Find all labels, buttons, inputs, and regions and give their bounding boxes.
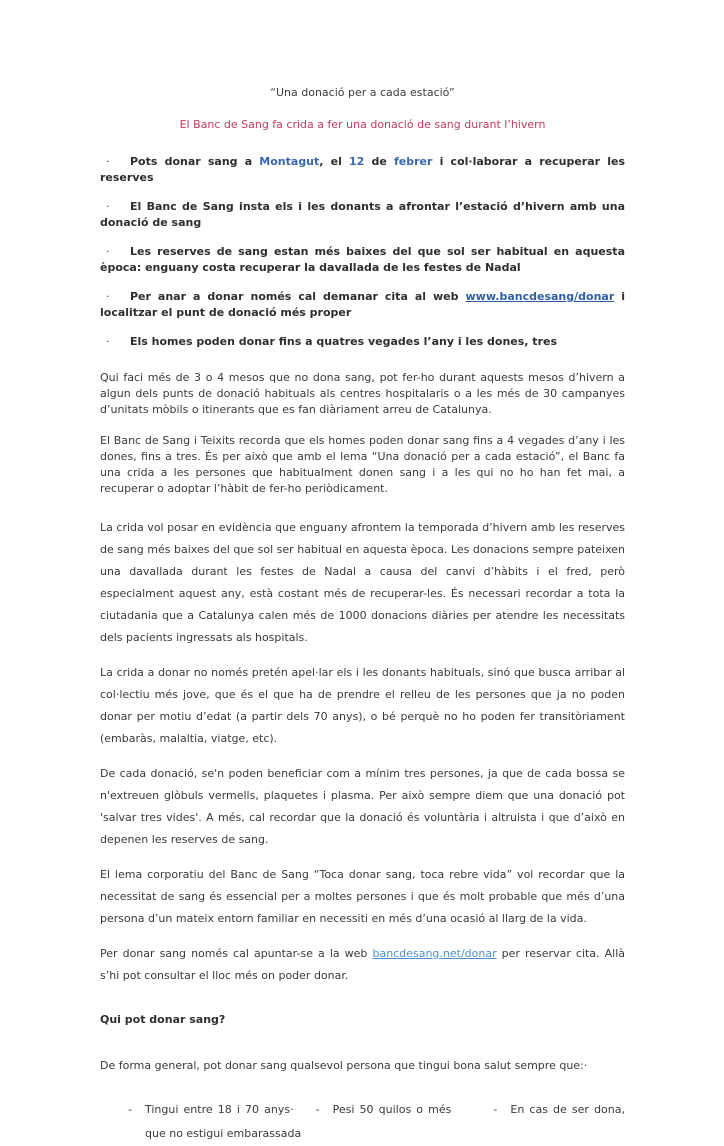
paragraph-campaign-lema: El Banc de Sang i Teixits recorda que els homes poden donar sang fins a 4 vegades d’any i les dones, fins a tres. És per això que amb el lema “Una donació per a cada estació”, el Banc fa una crida a les persones que habitualment donen sang i a les qui no ho han fet mai, a recuperar o adoptar l’hàbit de fer-ho periòdicament. — [100, 434, 625, 495]
document-title: “Una donació per a cada estació” — [270, 86, 455, 99]
text-run: i col·laborar a recuperar les reserves — [100, 155, 626, 184]
section-heading-who-can-donate: Qui pot donar sang? — [100, 1013, 226, 1026]
criteria-list — [100, 1098, 625, 1146]
document-subtitle: El Banc de Sang fa crida a fer una donació de sang durant l’hivern — [179, 118, 546, 131]
paragraph-donation-benefits: De cada donació, se'n poden beneficiar com a mínim tres persones, ja que de cada bossa se n'extreuen glòbuls vermells, plaquetes i plasma. Per això sempre diem que una donació pot 'salvar tres vides'. A més, cal recordar que la donació és voluntària i altruista i que d’això en depenen les reserves de sang. — [100, 767, 625, 846]
highlight-day: 12 — [349, 155, 365, 168]
bullet-text — [100, 155, 625, 184]
bullet-text — [100, 290, 625, 319]
list-dash: - — [493, 1103, 498, 1116]
paragraph-reserves-situation: La crida vol posar en evidència que enguany afrontem la temporada d’hivern amb les reserves de sang més baixes del que sol ser habitual en aquesta època. Les donacions sempre pateixen una davallada durant les festes de Nadal a causa del canvi d’hàbits i el fred, però especialment aquest any, està costant més de recuperar-les. És necessari recordar a tota la ciutadania que a Catalunya calen més de 1000 donacions diàries per atendre les necessitats dels pacients ingressats als hospitals. — [100, 521, 625, 644]
bullet-marker: · — [106, 155, 110, 168]
list-dash: - — [315, 1103, 320, 1116]
bullet-item-winter-donation — [100, 199, 625, 231]
bullet-marker: · — [106, 245, 110, 258]
text-run: per reservar cita. Allà s’hi pot consultar el lloc més on poder donar. — [100, 947, 625, 982]
bullet-item-donate-montagut — [100, 154, 625, 186]
text-run: i localitzar el punt de donació més proper — [100, 290, 625, 319]
inline-link[interactable]: www.bancdesang/donar — [465, 290, 615, 303]
bullet-marker: · — [106, 335, 110, 348]
text-run: Pots donar sang a — [130, 155, 260, 168]
criterion-age: Tingui entre 18 i 70 anys· — [145, 1103, 294, 1116]
text-run: Per donar sang només cal apuntar-se a la web — [100, 947, 373, 960]
paragraph-donation-points: Qui faci més de 3 o 4 mesos que no dona sang, pot fer-ho durant aquests mesos d’hivern a algun dels punts de donació habituals als centres hospitalaris o a les més de 30 campanyes d’unitats mòbils o itinerants que es fan diàriament arreu de Catalunya. — [100, 371, 625, 416]
highlight-month: febrer — [394, 155, 433, 168]
bullet-marker: · — [106, 200, 110, 213]
highlight-location: Montagut — [259, 155, 320, 168]
bullet-text: El Banc de Sang insta els i les donants a afrontar l’estació d’hivern amb una donació de sang — [100, 200, 625, 229]
paragraph-criteria-intro: De forma general, pot donar sang qualsevol persona que tingui bona salut sempre que:· — [100, 1059, 588, 1072]
bullet-text: Els homes poden donar fins a quatres vegades l’any i les dones, tres — [130, 335, 557, 348]
list-dash: - — [128, 1103, 132, 1116]
text-run: Per anar a donar només cal demanar cita al web — [130, 290, 466, 303]
criterion-pregnancy: En cas de ser dona, que no estigui embarassada — [145, 1103, 625, 1140]
bullet-item-donation-frequency — [100, 334, 625, 350]
paragraph-corporate-lema: El lema corporatiu del Banc de Sang “Toca donar sang, toca rebre vida” vol recordar que la necessitat de sang és essencial per a moltes persones i que és molt probable que més d’una persona d’un mateix entorn familiar en necessiti en més d’una ocasió al llarg de la vida. — [100, 868, 625, 925]
bullet-item-appointment-web — [100, 289, 625, 321]
bullet-item-low-reserves — [100, 244, 625, 276]
bullet-text: Les reserves de sang estan més baixes del que sol ser habitual en aquesta època: enguany costa recuperar la davallada de les festes de Nadal — [100, 245, 625, 274]
paragraph-young-donors: La crida a donar no només pretén apel·lar els i les donants habituals, sinó que busca arribar al col·lectiu més jove, que és el que ha de prendre el relleu de les persones que ja no poden donar per motiu d’edat (a partir dels 70 anys), o bé perquè no ho poden fer transitòriament (embaràs, malaltia, viatge, etc). — [100, 666, 625, 745]
criterion-weight: Pesi 50 quilos o més — [332, 1103, 452, 1116]
paragraph-how-to-donate — [100, 943, 625, 987]
inline-link[interactable]: bancdesang.net/donar — [372, 947, 497, 960]
bullet-marker: · — [106, 290, 110, 303]
text-run: de — [364, 155, 395, 168]
text-run: , el — [319, 155, 350, 168]
